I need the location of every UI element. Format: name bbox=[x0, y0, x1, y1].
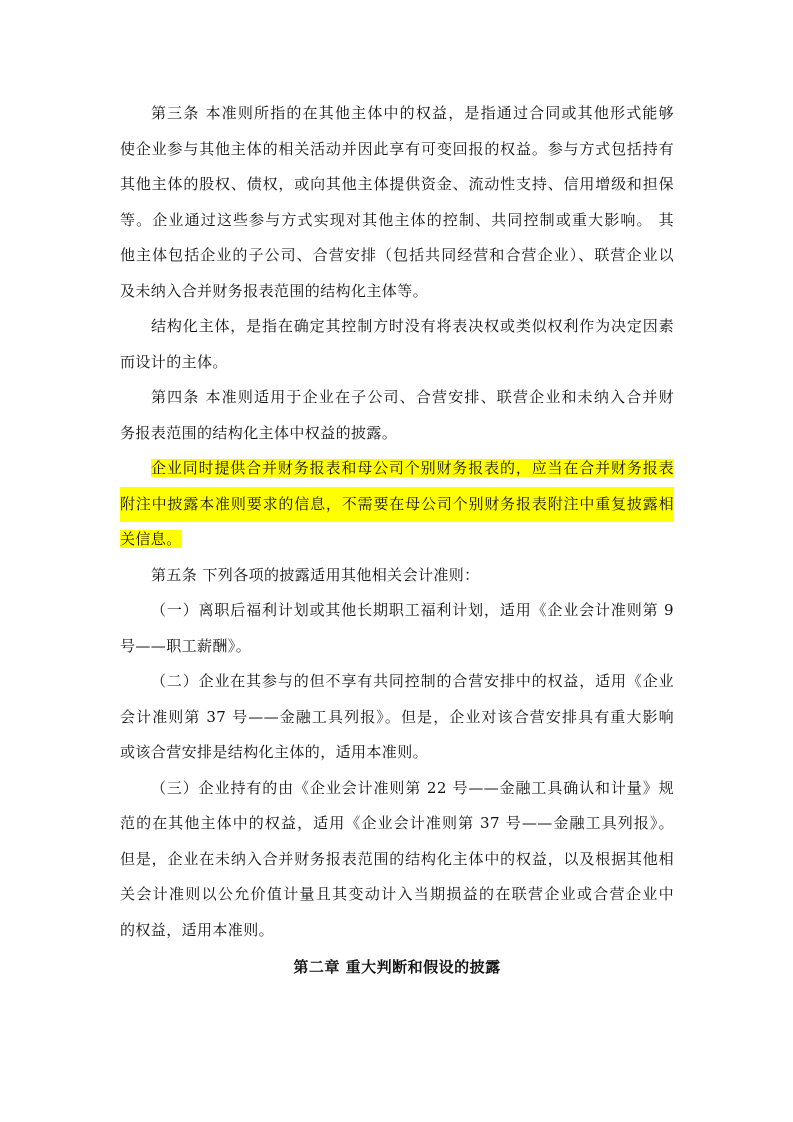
text-line: 第三条 本准则所指的在其他主体中的权益，是指通过合同或其他形式能够 bbox=[151, 104, 674, 122]
text-line: 第五条 下列各项的披露适用其他相关会计准则： bbox=[151, 565, 480, 584]
text-line: 务报表范围的结构化主体中权益的披露。 bbox=[120, 423, 398, 442]
text-line: 等。企业通过这些参与方式实现对其他主体的控制、共同控制或重大影响。 其 bbox=[120, 210, 674, 229]
text-line: （三）企业持有的由《企业会计准则第 22 号——金融工具确认和计量》规 bbox=[151, 778, 674, 797]
highlighted-line: 附注中披露本准则要求的信息，不需要在母公司个别财务报表附注中重复披露相 bbox=[120, 487, 674, 523]
text-line: 及未纳入合并财务报表范围的结构化主体等。 bbox=[120, 281, 429, 300]
highlight-span: 关信息。 bbox=[120, 530, 182, 548]
text-line: 使企业参与其他主体的相关活动并因此享有可变回报的权益。参与方式包括持有 bbox=[120, 139, 674, 158]
text-line: 的权益，适用本准则。 bbox=[120, 920, 275, 939]
highlighted-paragraph bbox=[120, 451, 674, 558]
text-line: 结构化主体，是指在确定其控制方时没有将表决权或类似权利作为决定因素 bbox=[151, 317, 674, 335]
highlighted-line bbox=[120, 522, 674, 558]
chapter-heading: 第二章 重大判断和假设的披露 bbox=[293, 958, 501, 976]
text-line: 而设计的主体。 bbox=[120, 352, 228, 371]
text-line: 会计准则第 37 号——金融工具列报》。但是，企业对该合营安排具有重大影响 bbox=[120, 707, 674, 726]
text-line: 但是，企业在未纳入合并财务报表范围的结构化主体中的权益，以及根据其他相 bbox=[120, 849, 674, 868]
structured-entity-paragraph bbox=[120, 309, 674, 380]
article-3-paragraph bbox=[120, 96, 674, 309]
article-4-paragraph bbox=[120, 380, 674, 451]
text-line: 他主体包括企业的子公司、合营安排（包括共同经营和合营企业）、联营企业以 bbox=[120, 246, 674, 264]
document-page bbox=[120, 96, 674, 986]
highlighted-line bbox=[120, 451, 674, 487]
text-line: （一）离职后福利计划或其他长期职工福利计划，适用《企业会计准则第 9 bbox=[151, 601, 674, 619]
text-line: （二）企业在其参与的但不享有共同控制的合营安排中的权益，适用《企业 bbox=[151, 672, 674, 690]
text-line: 第四条 本准则适用于企业在子公司、合营安排、联营企业和未纳入合并财 bbox=[151, 388, 674, 406]
text-line: 或该合营安排是结构化主体的，适用本准则。 bbox=[120, 743, 429, 761]
text-line: 关会计准则以公允价值计量且其变动计入当期损益的在联营企业或合营企业中 bbox=[120, 885, 674, 903]
text-line: 范的在其他主体中的权益，适用《企业会计准则第 37 号——金融工具列报》。 bbox=[120, 814, 674, 832]
text-line: 号——职工薪酬》。 bbox=[120, 636, 252, 655]
highlight-span: 企业同时提供合并财务报表和母公司个别财务报表的，应当在合并财务报表 bbox=[151, 459, 674, 477]
article-5-paragraph bbox=[120, 558, 674, 949]
text-line: 其他主体的股权、债权，或向其他主体提供资金、流动性支持、信用增级和担保 bbox=[120, 175, 674, 193]
